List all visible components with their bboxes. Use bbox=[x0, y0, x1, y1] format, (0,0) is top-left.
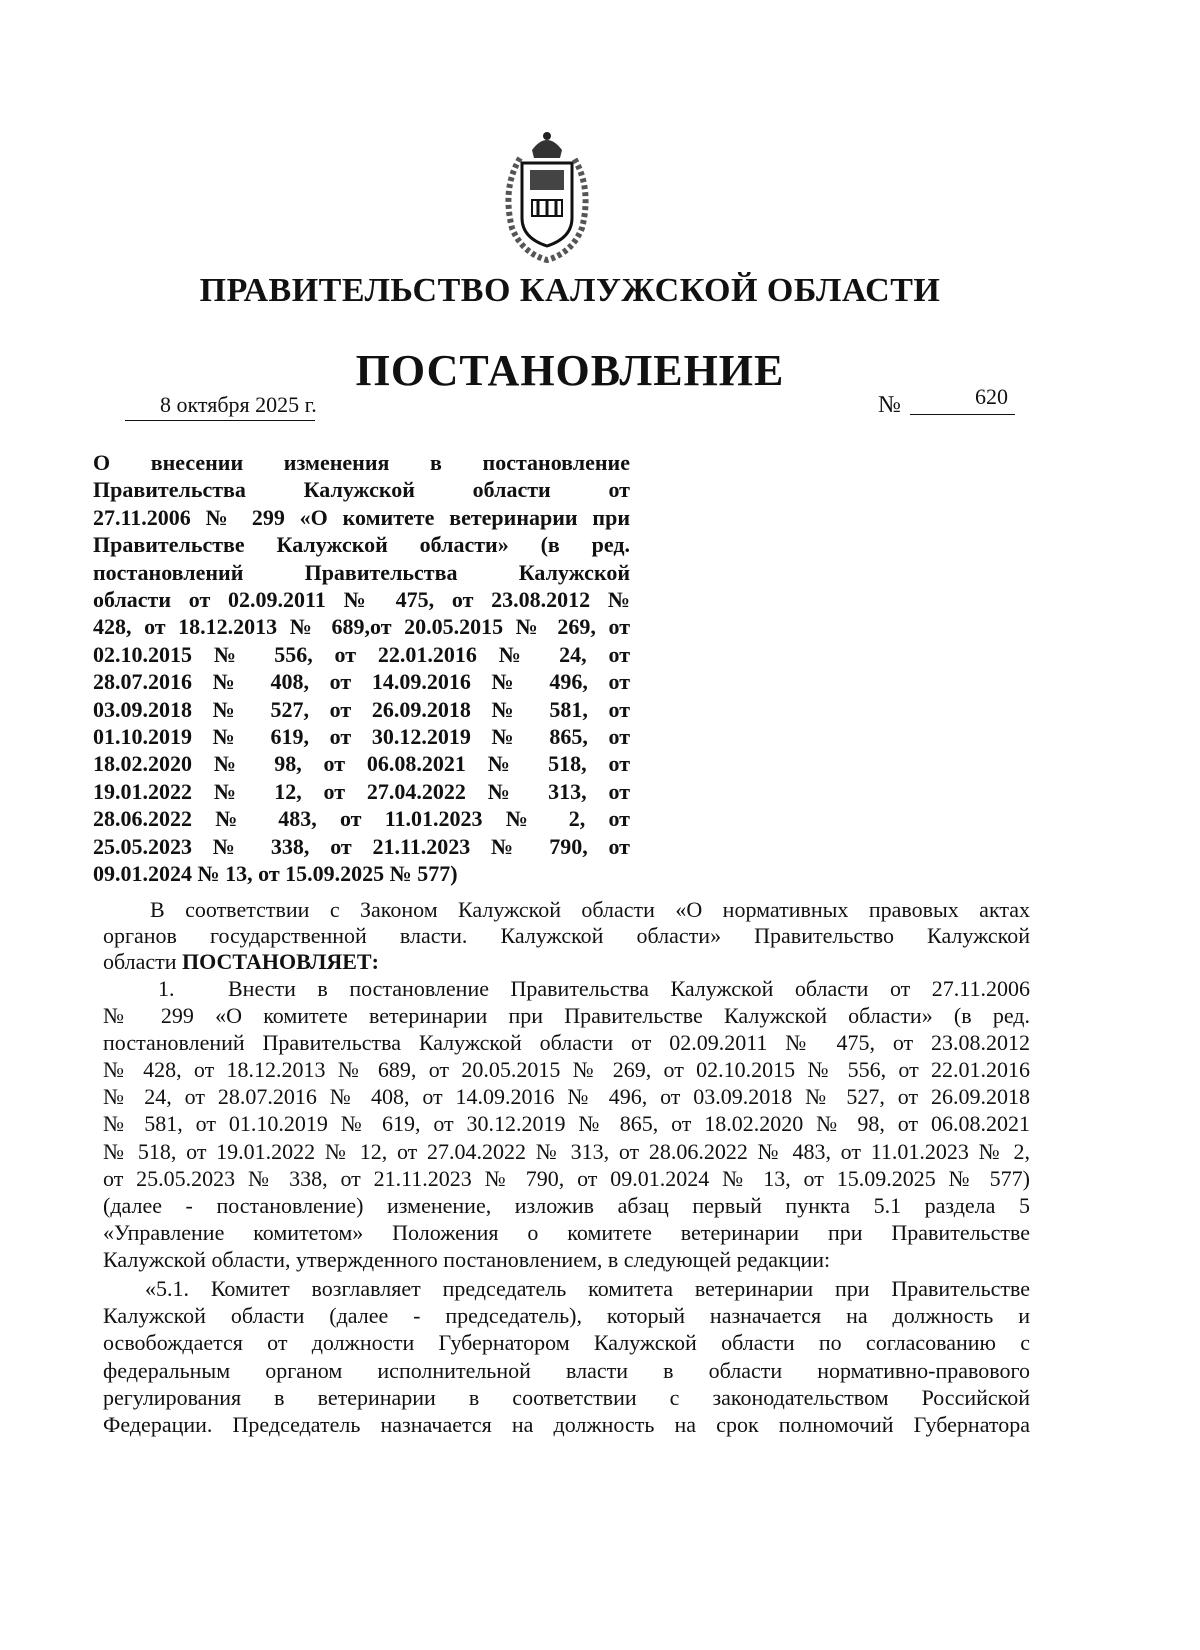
item-line: № 581, от 01.10.2019 № 619, от 30.12.2019 № 865, от 18.02.2020 № 98, от 06.08.2021 bbox=[103, 1111, 1030, 1137]
title-line: 19.01.2022 № 12, от 27.04.2022 № 313, от bbox=[93, 778, 630, 804]
item-line: «Управление комитетом» Положения о комитете ветеринарии при Правительстве bbox=[103, 1219, 1030, 1245]
preamble-line: В соответствии с Законом Калужской области «О нормативных правовых актах bbox=[150, 897, 1030, 922]
quote-line: Калужской области (далее - председатель), который назначается на должность и bbox=[103, 1303, 1030, 1329]
resolves-keyword: ПОСТАНОВЛЯЕТ: bbox=[182, 949, 379, 974]
item-line: Внести в постановление Правительства Калужской области от 27.11.2006 bbox=[228, 976, 1030, 1001]
item-number: 1. bbox=[158, 976, 175, 1001]
quote-line: федеральным органом исполнительной власти в области нормативно-правового bbox=[103, 1357, 1030, 1383]
document-number: 620 bbox=[975, 384, 1008, 409]
date-underline bbox=[125, 420, 315, 421]
title-line: Правительства Калужской области от bbox=[93, 477, 630, 503]
title-line: 18.02.2020 № 98, от 06.08.2021 № 518, от bbox=[93, 751, 630, 777]
item-line: Калужской области, утвержденного постановлением, в следующей редакции: bbox=[103, 1246, 831, 1272]
preamble-prefix: области bbox=[103, 949, 177, 974]
title-line: 27.11.2006 № 299 «О комитете ветеринарии при bbox=[93, 504, 630, 530]
title-line: 28.07.2016 № 408, от 14.09.2016 № 496, от bbox=[93, 669, 630, 695]
item-line: № 428, от 18.12.2013 № 689, от 20.05.2015 № 269, от 02.10.2015 № 556, от 22.01.2016 bbox=[103, 1057, 1030, 1083]
title-line: области от 02.09.2011 № 475, от 23.08.2012 № bbox=[93, 587, 630, 612]
title-line: 09.01.2024 № 13, от 15.09.2025 № 577) bbox=[93, 861, 458, 886]
quote-line: регулирования в ветеринарии в соответствии с законодательством Российской bbox=[103, 1384, 1030, 1410]
document-type: ПОСТАНОВЛЕНИЕ bbox=[355, 346, 785, 395]
title-line: Правительстве Калужской области» (в ред. bbox=[93, 532, 630, 558]
coat-of-arms-icon bbox=[492, 128, 602, 263]
number-label: № bbox=[878, 392, 901, 418]
item-line: от 25.05.2023 № 338, от 21.11.2023 № 790, от 09.01.2024 № 13, от 15.09.2025 № 577) bbox=[103, 1165, 1030, 1191]
item-line: постановлений Правительства Калужской области от 02.09.2011 № 475, от 23.08.2012 bbox=[103, 1030, 1030, 1056]
title-line: 02.10.2015 № 556, от 22.01.2016 № 24, от bbox=[93, 641, 630, 667]
quote-line: «5.1. Комитет возглавляет председатель комитета ветеринарии при Правительстве bbox=[145, 1276, 1030, 1301]
item-line: № 24, от 28.07.2016 № 408, от 14.09.2016 № 496, от 03.09.2018 № 527, от 26.09.2018 bbox=[103, 1084, 1030, 1110]
document-date: 8 октября 2025 г. bbox=[160, 392, 317, 417]
quote-line: освобождается от должности Губернатором Калужской области по согласованию с bbox=[103, 1330, 1030, 1356]
title-line: 28.06.2022 № 483, от 11.01.2023 № 2, от bbox=[93, 806, 630, 832]
preamble-line: органов государственной власти. Калужской области» Правительство Калужской bbox=[103, 923, 1030, 948]
quote-line: Федерации. Председатель назначается на должность на срок полномочий Губернатора bbox=[103, 1412, 1030, 1437]
title-line: постановлений Правительства Калужской bbox=[93, 559, 630, 585]
government-name: ПРАВИТЕЛЬСТВО КАЛУЖСКОЙ ОБЛАСТИ bbox=[199, 272, 941, 309]
title-line: 03.09.2018 № 527, от 26.09.2018 № 581, от bbox=[93, 696, 630, 722]
preamble-line bbox=[103, 948, 1030, 975]
title-line: 01.10.2019 № 619, от 30.12.2019 № 865, от bbox=[93, 724, 630, 749]
title-line: 428, от 18.12.2013 № 689,от 20.05.2015 № 269, от bbox=[93, 614, 630, 640]
item-line: (далее - постановление) изменение, изложив абзац первый пункта 5.1 раздела 5 bbox=[103, 1192, 1030, 1218]
item-line: № 518, от 19.01.2022 № 12, от 27.04.2022 № 313, от 28.06.2022 № 483, от 11.01.2023 № 2, bbox=[103, 1138, 1030, 1164]
item-line: № 299 «О комитете ветеринарии при Правительстве Калужской области» (в ред. bbox=[103, 1003, 1030, 1028]
title-line: 25.05.2023 № 338, от 21.11.2023 № 790, от bbox=[93, 833, 630, 859]
title-line: О внесении изменения в постановление bbox=[93, 450, 630, 475]
number-underline bbox=[910, 414, 1015, 415]
